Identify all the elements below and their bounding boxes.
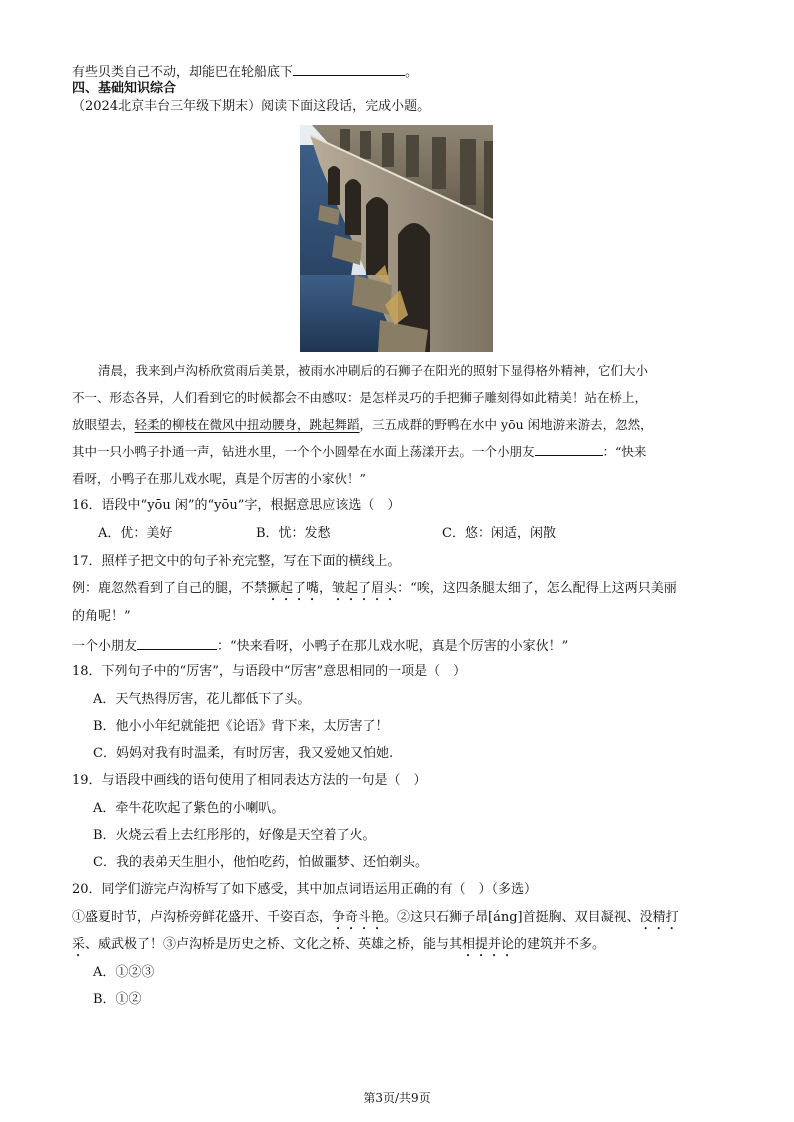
page-number: 第3页/共9页 [363,1091,431,1105]
dotted-phrase: 相提并论 [462,937,515,952]
dotted-phrase: 皱起了眉头 [332,581,398,596]
q20-option-b[interactable]: B．①② [93,992,142,1007]
q20-option-a[interactable]: A．①②③ [93,965,155,980]
section-intro: （2024北京丰台三年级下期末）阅读下面这段话，完成小题。 [72,99,431,114]
q18-option-a[interactable]: A．天气热得厉害，花儿都低下了头。 [93,692,311,707]
section-title: 四、基础知识综合 [72,81,177,96]
q17-example-line-2: 的角呢！” [72,609,131,624]
q20-statement-line-2: 采、威武极了！③卢沟桥是历史之桥、文化之桥、英雄之桥，能与其相提并论的建筑并不多。 [72,937,606,952]
q16-option-b[interactable]: B．忧：发愁 [256,526,331,541]
q19-option-b[interactable]: B．火烧云看上去红彤彤的，好像是天空着了火。 [93,828,376,843]
underlined-sentence: 轻柔的柳枝在微风中扭动腰身，跳起舞蹈 [134,417,360,432]
previous-question-line: 有些贝类自己不动，却能巴在轮船底下 。 [72,62,418,82]
passage-line: 看呀，小鸭子在那儿戏水呢，真是个厉害的小家伙！” [72,471,366,486]
lugou-bridge-photo [300,125,493,352]
q19-option-a[interactable]: A．牵牛花吹起了紫色的小喇叭。 [93,801,285,816]
q17-answer-line: 一个小朋友 ：“快来看呀，小鸭子在那儿戏水呢，真是个厉害的小家伙！” [72,636,568,656]
dotted-phrase: 撅起了嘴 [267,581,320,596]
q18-option-b[interactable]: B．他小小年纪就能把《论语》背下来，太厉害了！ [93,719,389,734]
q17-example-line: 例：鹿忽然看到了自己的腿，不禁撅起了嘴，皱起了眉头：“唉，这四条腿太细了，怎么配得上这两只美丽 [72,581,677,596]
q16-option-c[interactable]: C．悠：闲适，闲散 [442,526,556,541]
answer-blank[interactable] [293,62,405,76]
passage-blank[interactable] [535,443,603,456]
q20-statement-line-1: ①盛夏时节，卢沟桥旁鲜花盛开、千姿百态，争奇斗艳。②这只石狮子昂[áng]首挺胸、双目凝视、没精打 [72,910,679,925]
passage-line: 不一、形态各异，人们看到它的时候都会不由感叹：是怎样灵巧的手把狮子雕刻得如此精美！站在桥上， [72,390,648,405]
question-20-stem: 20．同学们游完卢沟桥写了如下感受，其中加点词语运用正确的有（ ）（多选） [72,882,538,897]
q19-option-c[interactable]: C．我的表弟天生胆小，他怕吃药，怕做噩梦、还怕剃头。 [93,855,428,870]
passage-line: 清晨，我来到卢沟桥欣赏雨后美景，被雨水冲刷后的石狮子在阳光的照射下显得格外精神，它们大小 [98,363,649,378]
dotted-phrase: 没精打 [639,910,679,925]
passage-line: 放眼望去，轻柔的柳枝在微风中扭动腰身，跳起舞蹈，三五成群的野鸭在水中 yōu 闲地游来游去，忽然， [72,417,653,432]
sentence-text: 有些贝类自己不动，却能巴在轮船底下 [72,65,294,80]
question-17-stem: 17．照样子把文中的句子补充完整，写在下面的横线上。 [72,554,401,569]
q17-answer-blank[interactable] [137,636,217,650]
q18-option-c[interactable]: C．妈妈对我有时温柔，有时厉害，我又爱她又怕她. [93,746,394,761]
question-16-stem: 16．语段中“yōu 闲”的“yōu”字，根据意思应该选（ ） [72,498,401,513]
question-18-stem: 18．下列句子中的“厉害”，与语段中“厉害”意思相同的一项是（ ） [72,664,467,679]
dotted-phrase: 争奇斗艳 [332,910,385,925]
passage-line: 其中一只小鸭子扑通一声，钻进水里，一个个小圆晕在水面上荡漾开去。一个小朋友 ：“快来 [72,444,647,459]
question-19-stem: 19．与语段中画线的语句使用了相同表达方法的一句是（ ） [72,773,427,788]
q16-option-a[interactable]: A．优：美好 [98,526,173,541]
reading-passage [72,357,722,492]
